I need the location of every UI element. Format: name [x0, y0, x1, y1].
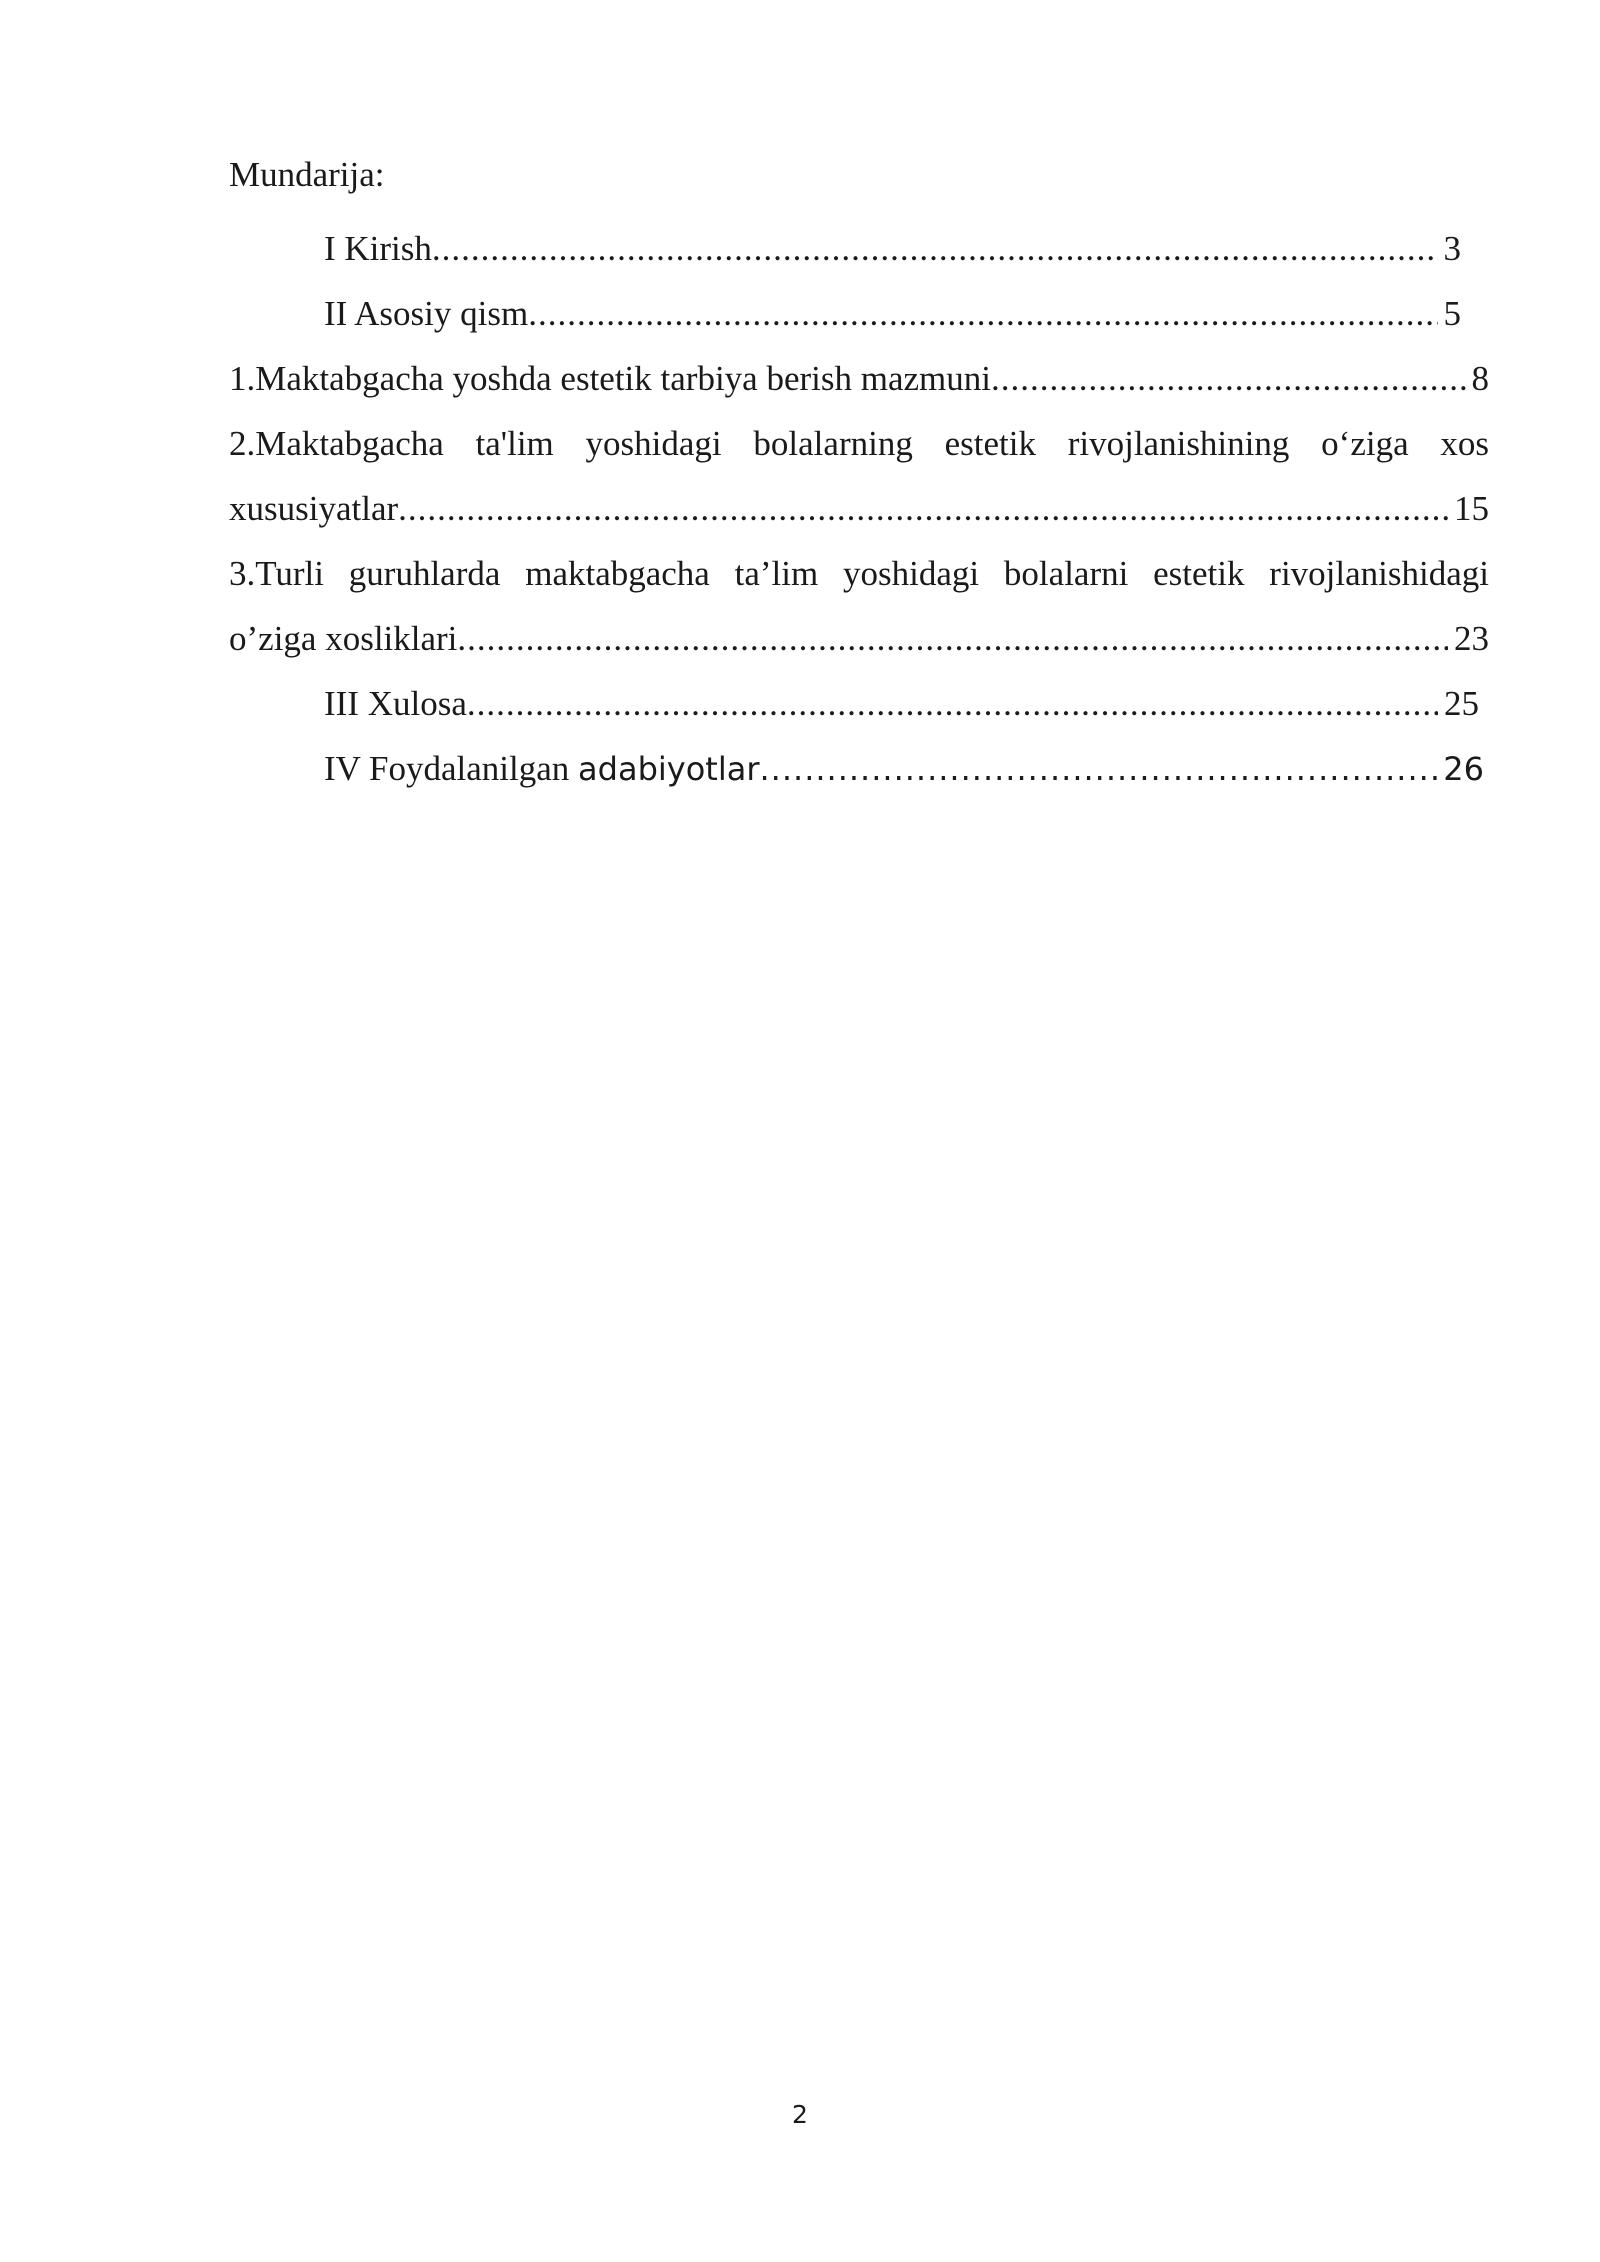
toc-leader-dots — [457, 606, 1448, 671]
toc-entry-label-sans: adabiyotlar — [578, 750, 760, 788]
table-of-contents — [229, 216, 1489, 802]
toc-entry-label: I Kirish — [324, 229, 432, 268]
toc-leader-dots — [467, 671, 1438, 736]
toc-entry-line2 — [229, 476, 1489, 541]
toc-entry-xulosa[interactable] — [229, 671, 1489, 736]
toc-entry-kirish[interactable] — [229, 216, 1489, 281]
toc-entry-label-serif: IV Foydalanilgan — [324, 749, 579, 788]
toc-entry-section-3[interactable] — [229, 541, 1489, 671]
toc-entry-line2 — [229, 606, 1489, 671]
toc-entry-page: 25 — [1444, 684, 1479, 723]
toc-entry-label-line2: o’ziga xosliklari — [229, 619, 458, 658]
toc-entry-page: 5 — [1443, 294, 1461, 333]
toc-entry-label-line2: xususiyatlar — [229, 489, 399, 528]
toc-entry-page: 8 — [1471, 359, 1489, 398]
toc-entry-asosiy-qism[interactable] — [229, 281, 1489, 346]
toc-entry-page: 15 — [1454, 489, 1489, 528]
toc-entry-label: II Asosiy qism — [324, 294, 529, 333]
toc-entry-label — [324, 736, 760, 802]
toc-entry-section-1[interactable] — [229, 346, 1489, 411]
toc-leader-dots — [760, 737, 1438, 802]
toc-leader-dots — [432, 216, 1438, 281]
toc-entry-label-line1: 3.Turli guruhlarda maktabgacha ta’lim yoshidagi bolalarni estetik rivojlanishidagi — [229, 554, 1489, 593]
toc-leader-dots — [991, 346, 1466, 411]
toc-leader-dots — [528, 281, 1437, 346]
toc-title: Mundarija: — [229, 155, 385, 194]
toc-entry-section-2[interactable] — [229, 411, 1489, 541]
toc-leader-dots — [398, 476, 1448, 541]
toc-entry-label-line1: 2.Maktabgacha ta'lim yoshidagi bolalarning estetik rivojlanishining o‘ziga xos — [229, 424, 1489, 463]
toc-entry-page: 3 — [1443, 229, 1461, 268]
toc-entry-label: III Xulosa — [324, 684, 467, 723]
toc-entry-label: 1.Maktabgacha yoshda estetik tarbiya berish mazmuni — [229, 359, 991, 398]
toc-entry-adabiyotlar[interactable] — [229, 736, 1489, 802]
toc-entry-page: 23 — [1454, 619, 1489, 658]
page-number: 2 — [792, 2100, 808, 2129]
toc-entry-page: 26 — [1443, 750, 1484, 788]
